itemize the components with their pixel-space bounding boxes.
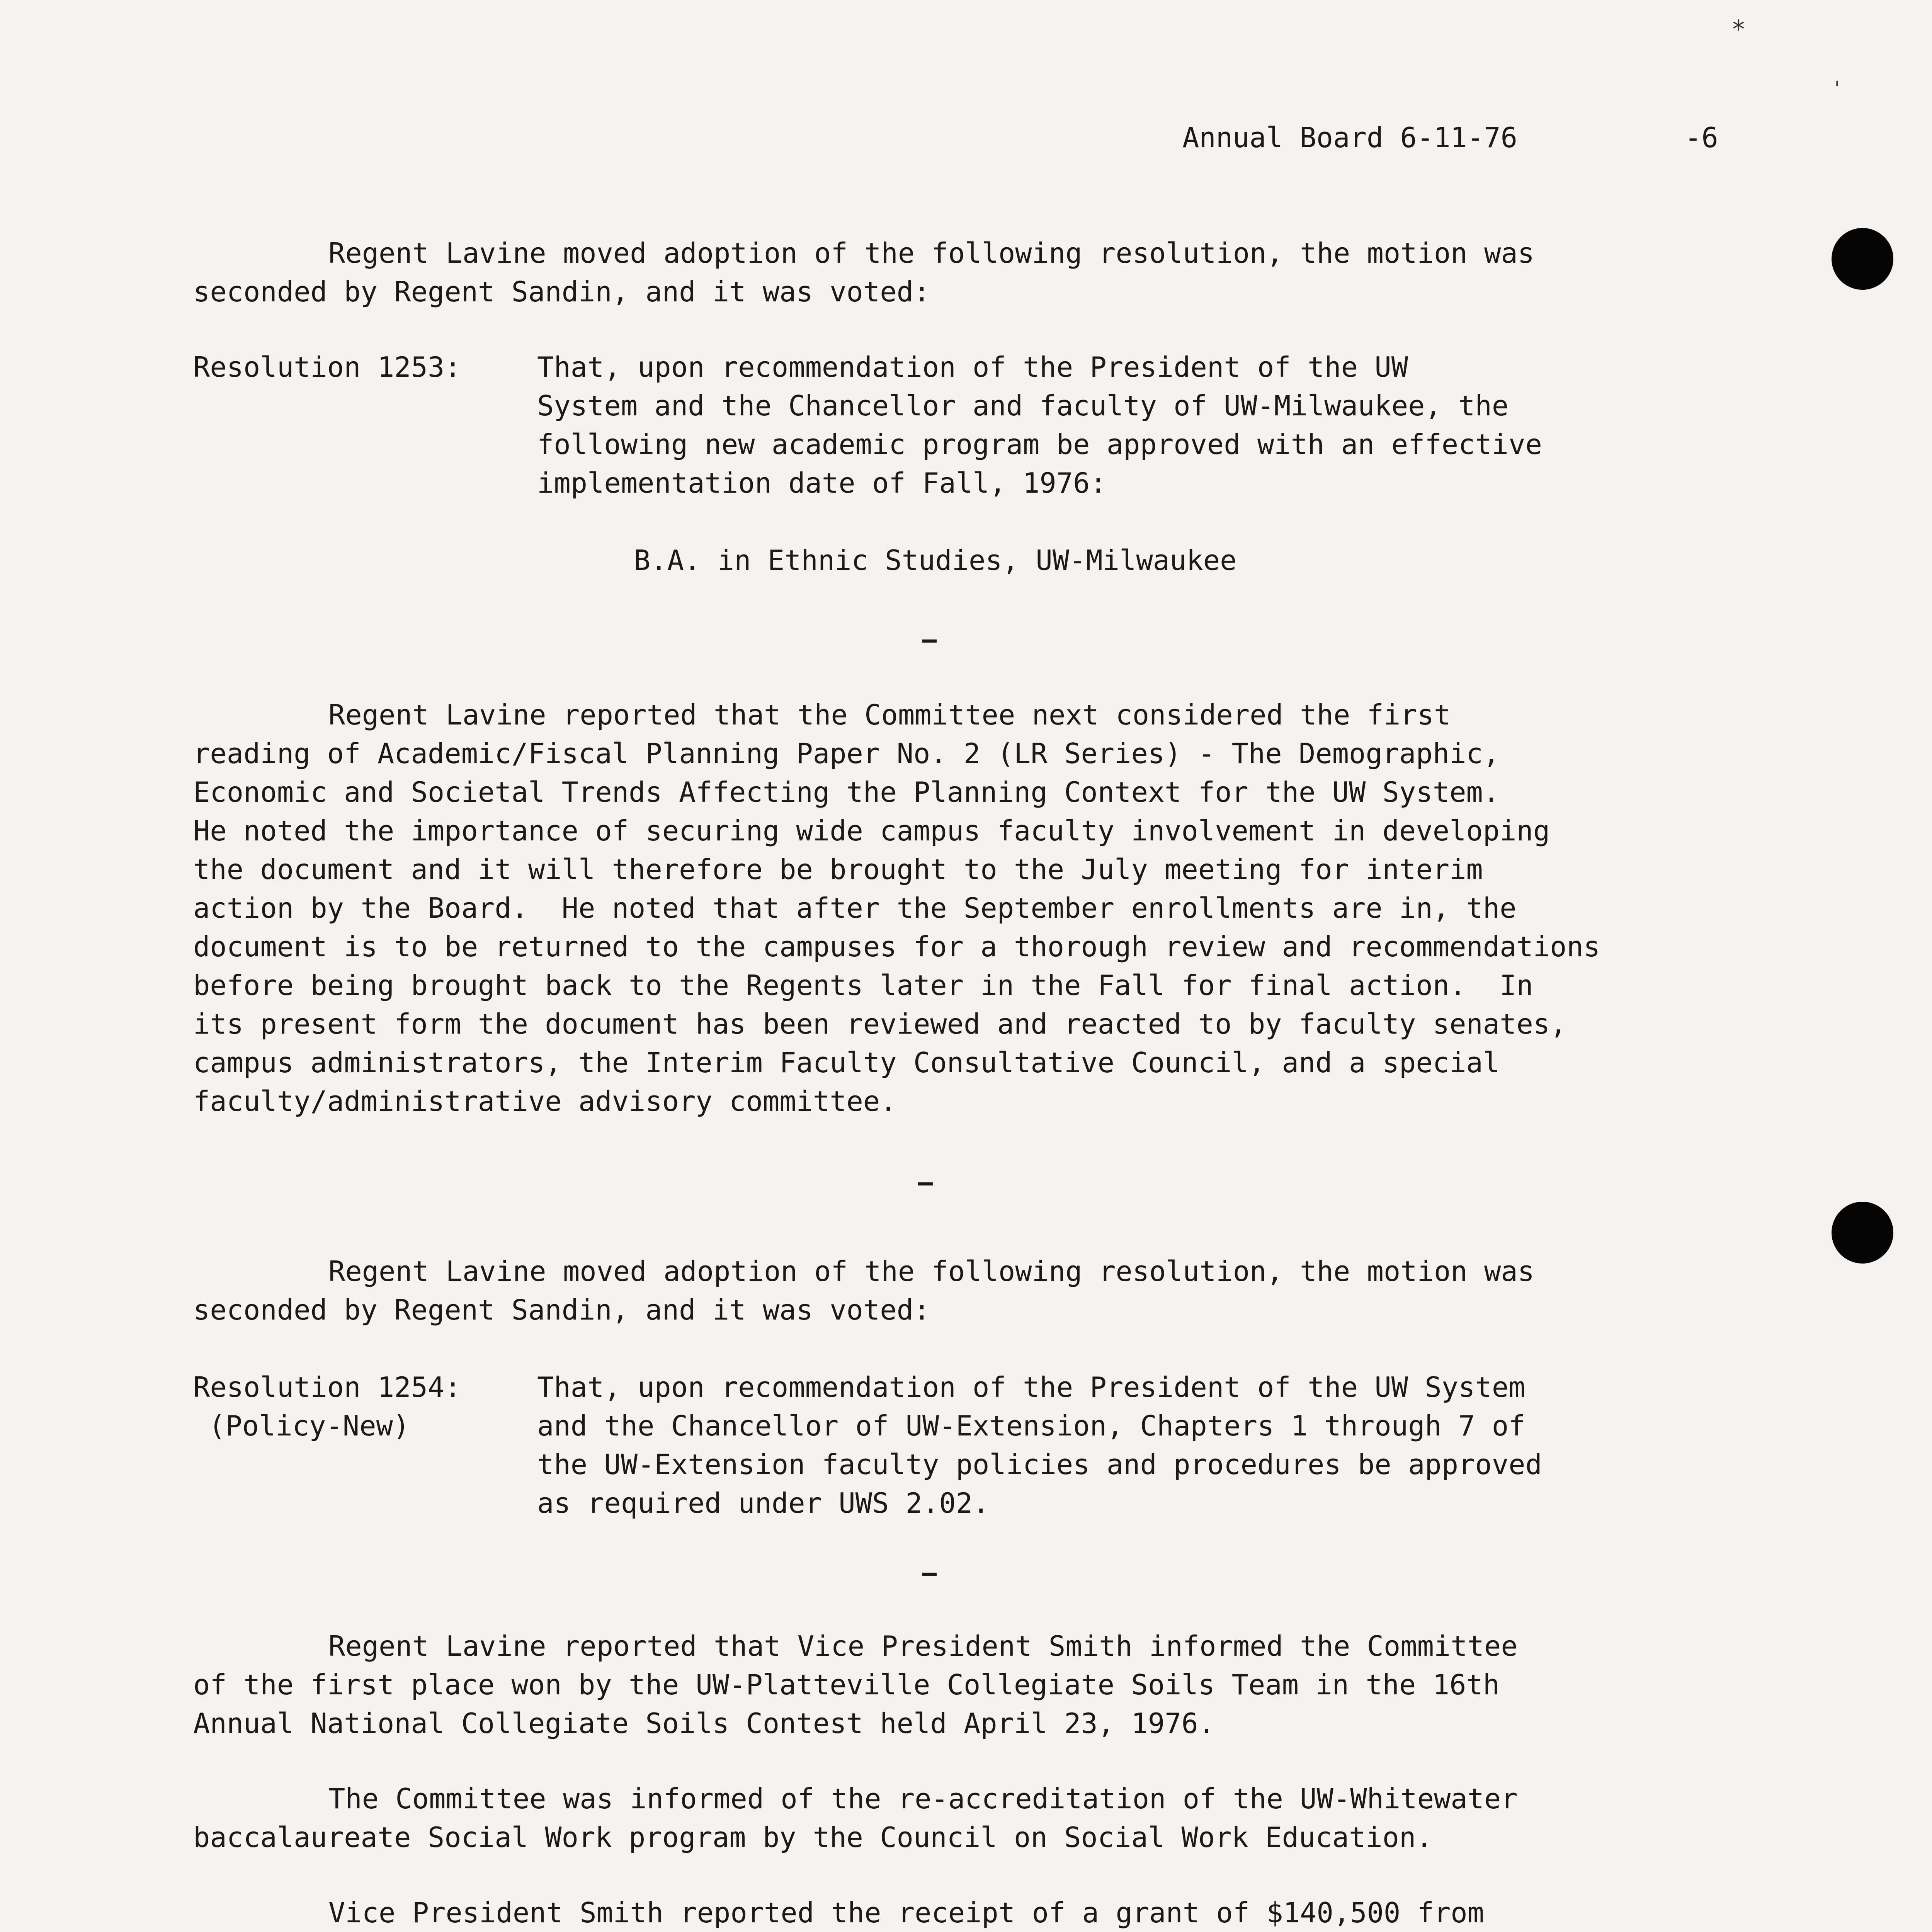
text-line: Regent Lavine reported that Vice President Smith informed the Committee xyxy=(328,1630,1518,1662)
text-line: before being brought back to the Regents later in the Fall for final action. In xyxy=(193,969,1533,1002)
separator-dash xyxy=(922,1573,937,1576)
text-line: The Committee was informed of the re-accreditation of the UW-Whitewater xyxy=(328,1782,1518,1815)
text-line: Regent Lavine moved adoption of the following resolution, the motion was xyxy=(328,1255,1535,1287)
resolution-1254-text xyxy=(537,1368,1542,1522)
separator-dash xyxy=(918,1182,933,1185)
text-line: System and the Chancellor and faculty of UW-Milwaukee, the xyxy=(537,389,1509,422)
punch-hole xyxy=(1832,1202,1893,1264)
resolution-1253-text xyxy=(537,348,1542,502)
grant-paragraph xyxy=(193,1893,1484,1932)
text-line: reading of Academic/Fiscal Planning Paper No. 2 (LR Series) - The Demographic, xyxy=(193,737,1500,770)
report-paragraph xyxy=(193,696,1600,1121)
page-number: -6 xyxy=(1685,121,1718,154)
text-line: Regent Lavine moved adoption of the following resolution, the motion was xyxy=(328,237,1535,269)
motion-paragraph-1 xyxy=(193,234,1534,311)
text-line: Regent Lavine reported that the Committee next considered the first xyxy=(328,699,1451,731)
text-line: baccalaureate Social Work program by the Council on Social Work Education. xyxy=(193,1821,1433,1854)
resolution-1253-label: Resolution 1253: xyxy=(193,351,461,383)
text-line: campus administrators, the Interim Faculty Consultative Council, and a special xyxy=(193,1046,1500,1079)
motion-paragraph-2 xyxy=(193,1252,1534,1329)
program-title: B.A. in Ethnic Studies, UW-Milwaukee xyxy=(634,544,1237,577)
resolution-label: Resolution 1254: xyxy=(193,1371,461,1403)
text-line: implementation date of Fall, 1976: xyxy=(537,467,1107,499)
text-line: seconded by Regent Sandin, and it was voted: xyxy=(193,1294,930,1326)
resolution-1254-label xyxy=(193,1368,461,1445)
text-line: Vice President Smith reported the receipt of a grant of $140,500 from xyxy=(328,1896,1484,1929)
text-line: Annual National Collegiate Soils Contest held April 23, 1976. xyxy=(193,1707,1215,1740)
text-line: document is to be returned to the campuses for a thorough review and recommendations xyxy=(193,930,1600,963)
text-line: its present form the document has been reviewed and reacted to by faculty senates, xyxy=(193,1008,1567,1040)
header-title: Annual Board 6-11-76 xyxy=(1182,121,1517,154)
text-line: He noted the importance of securing wide campus faculty involvement in developing xyxy=(193,815,1550,847)
text-line: That, upon recommendation of the President of the UW System xyxy=(537,1371,1526,1403)
soils-paragraph xyxy=(193,1627,1518,1743)
text-line: following new academic program be approved with an effective xyxy=(537,428,1542,461)
text-line: Economic and Societal Trends Affecting the Planning Context for the UW System. xyxy=(193,776,1500,808)
stray-mark: ' xyxy=(1832,77,1843,99)
text-line: the UW-Extension faculty policies and procedures be approved xyxy=(537,1448,1542,1481)
stray-mark: * xyxy=(1731,15,1746,44)
text-line: That, upon recommendation of the President of the UW xyxy=(537,351,1408,383)
accreditation-paragraph xyxy=(193,1779,1518,1857)
resolution-sublabel: (Policy-New) xyxy=(209,1410,410,1442)
text-line: of the first place won by the UW-Platteville Collegiate Soils Team in the 16th xyxy=(193,1668,1500,1701)
text-line: the document and it will therefore be brought to the July meeting for interim xyxy=(193,853,1483,886)
text-line: as required under UWS 2.02. xyxy=(537,1487,990,1519)
punch-hole xyxy=(1832,228,1893,290)
separator-dash xyxy=(922,639,937,643)
text-line: faculty/administrative advisory committee. xyxy=(193,1085,897,1117)
text-line: action by the Board. He noted that after the September enrollments are in, the xyxy=(193,892,1517,924)
text-line: and the Chancellor of UW-Extension, Chapters 1 through 7 of xyxy=(537,1410,1526,1442)
text-line: seconded by Regent Sandin, and it was voted: xyxy=(193,276,930,308)
